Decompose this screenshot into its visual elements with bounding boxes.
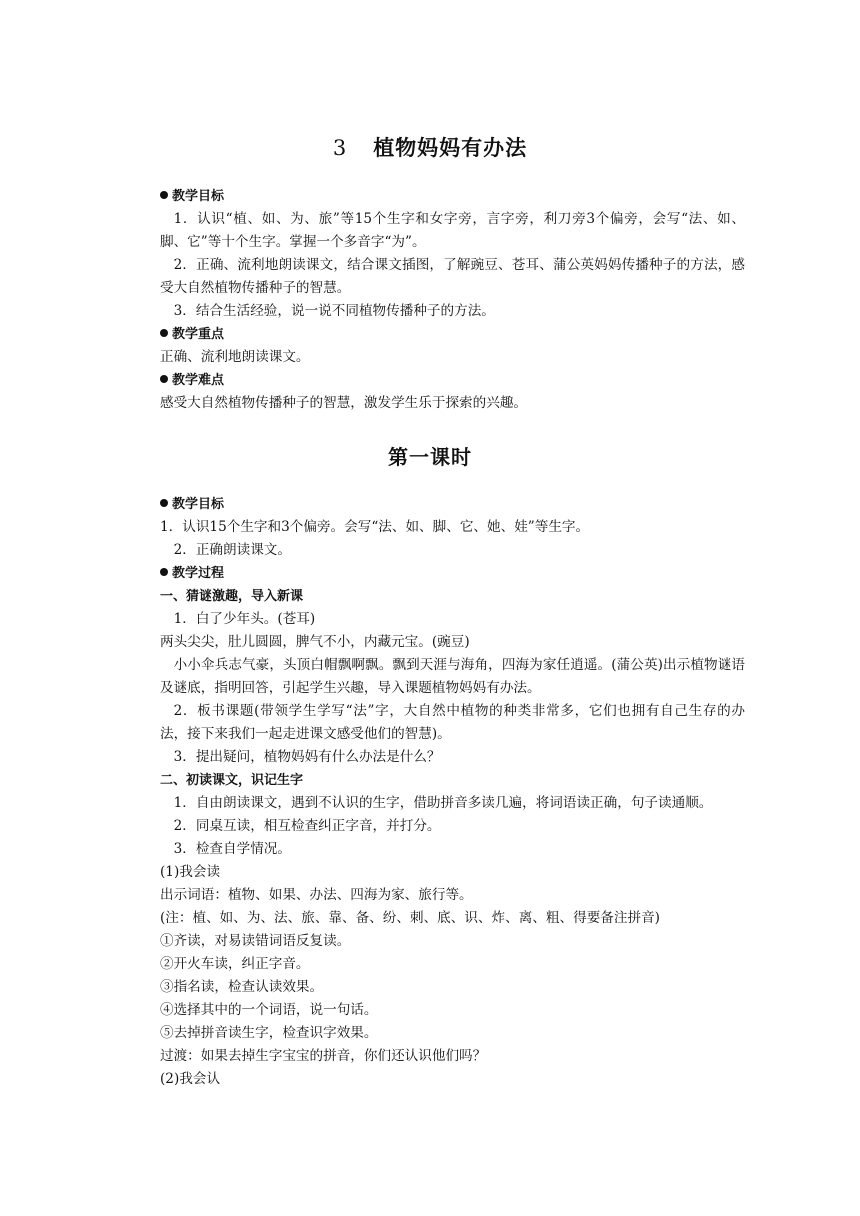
bullet-icon	[160, 375, 168, 383]
process-heading: 教学过程	[160, 562, 745, 585]
goal-item: 3．结合生活经验，说一说不同植物传播种子的方法。	[173, 303, 495, 319]
part2-line: ③指名读，检查认读效果。	[160, 979, 324, 995]
part2-line: (2)我会认	[160, 1071, 221, 1087]
part2-line: ⑤去掉拼音读生字，检查识字效果。	[160, 1025, 378, 1041]
goals-heading: 教学目标	[160, 185, 745, 208]
part1-line: 小小伞兵志气豪，头顶白帽飘啊飘。飘到天涯与海角，四海为家任逍遥。(蒲公英)出示植物谜语及谜底，指明回答，引起学生兴趣，导入课题植物妈妈有办法。	[160, 657, 745, 696]
lesson-goal-item: 1．认识15个生字和3个偏旁。会写“法、如、脚、它、她、娃”等生字。	[160, 519, 590, 535]
lesson-goal-item: 2．正确朗读课文。	[173, 542, 291, 558]
part2-line: ④选择其中的一个词语，说一句话。	[160, 1002, 378, 1018]
difficult-heading: 教学难点	[160, 369, 745, 392]
bullet-icon	[160, 191, 168, 199]
key-heading: 教学重点	[160, 323, 745, 346]
key-text: 正确、流利地朗读课文。	[160, 349, 310, 365]
part1-line: 1．白了少年头。(苍耳)	[173, 611, 316, 627]
lesson-title: 植物妈妈有办法	[373, 135, 528, 160]
intro-section	[160, 185, 745, 415]
document-title	[0, 132, 860, 162]
lesson-number: 3	[332, 136, 348, 160]
bullet-icon	[160, 499, 168, 507]
part1-line: 3．提出疑问，植物妈妈有什么办法是什么？	[173, 749, 441, 765]
part1-line: 2．板书课题(带领学生学写“法”字，大自然中植物的种类非常多，它们也拥有自己生存的办法，接下来我们一起走进课文感受他们的智慧)。	[160, 703, 745, 742]
part2-line: 3．检查自学情况。	[173, 841, 291, 857]
part2-line: (注：植、如、为、法、旅、靠、备、纷、刺、底、识、炸、离、粗、得要备注拼音)	[160, 910, 660, 926]
goal-item: 2．正确、流利地朗读课文，结合课文插图，了解豌豆、苍耳、蒲公英妈妈传播种子的方法，感受大自然植物传播种子的智慧。	[160, 257, 745, 296]
section-title: 第一课时	[388, 445, 472, 469]
part2-line: 出示词语：植物、如果、办法、四海为家、旅行等。	[160, 887, 473, 903]
part2-line: 1．自由朗读课文，遇到不认识的生字，借助拼音多读几遍，将词语读正确，句子读通顺。	[173, 795, 713, 811]
part1-line: 两头尖尖，肚儿圆圆，脾气不小，内藏元宝。(豌豆)	[160, 634, 470, 650]
bullet-icon	[160, 329, 168, 337]
part2-heading: 二、初读课文，识记生字	[160, 773, 304, 788]
part1-heading: 一、猜谜激趣，导入新课	[160, 589, 304, 604]
difficult-text: 感受大自然植物传播种子的智慧，激发学生乐于探索的兴趣。	[160, 395, 528, 411]
part2-line: 过渡：如果去掉生字宝宝的拼音，你们还认识他们吗？	[160, 1048, 487, 1064]
part2-line: ②开火车读，纠正字音。	[160, 956, 310, 972]
lesson-goals-heading: 教学目标	[160, 493, 745, 516]
part2-line: (1)我会读	[160, 864, 221, 880]
part2-line: ①齐读，对易读错词语反复读。	[160, 933, 351, 949]
lesson-section	[160, 493, 745, 1091]
bullet-icon	[160, 568, 168, 576]
goal-item: 1．认识“植、如、为、旅”等15个生字和女字旁，言字旁，利刀旁3个偏旁，会写“法、如、脚、它”等十个生字。掌握一个多音字“为”。	[160, 211, 745, 250]
part2-line: 2．同桌互读，相互检查纠正字音，并打分。	[173, 818, 441, 834]
